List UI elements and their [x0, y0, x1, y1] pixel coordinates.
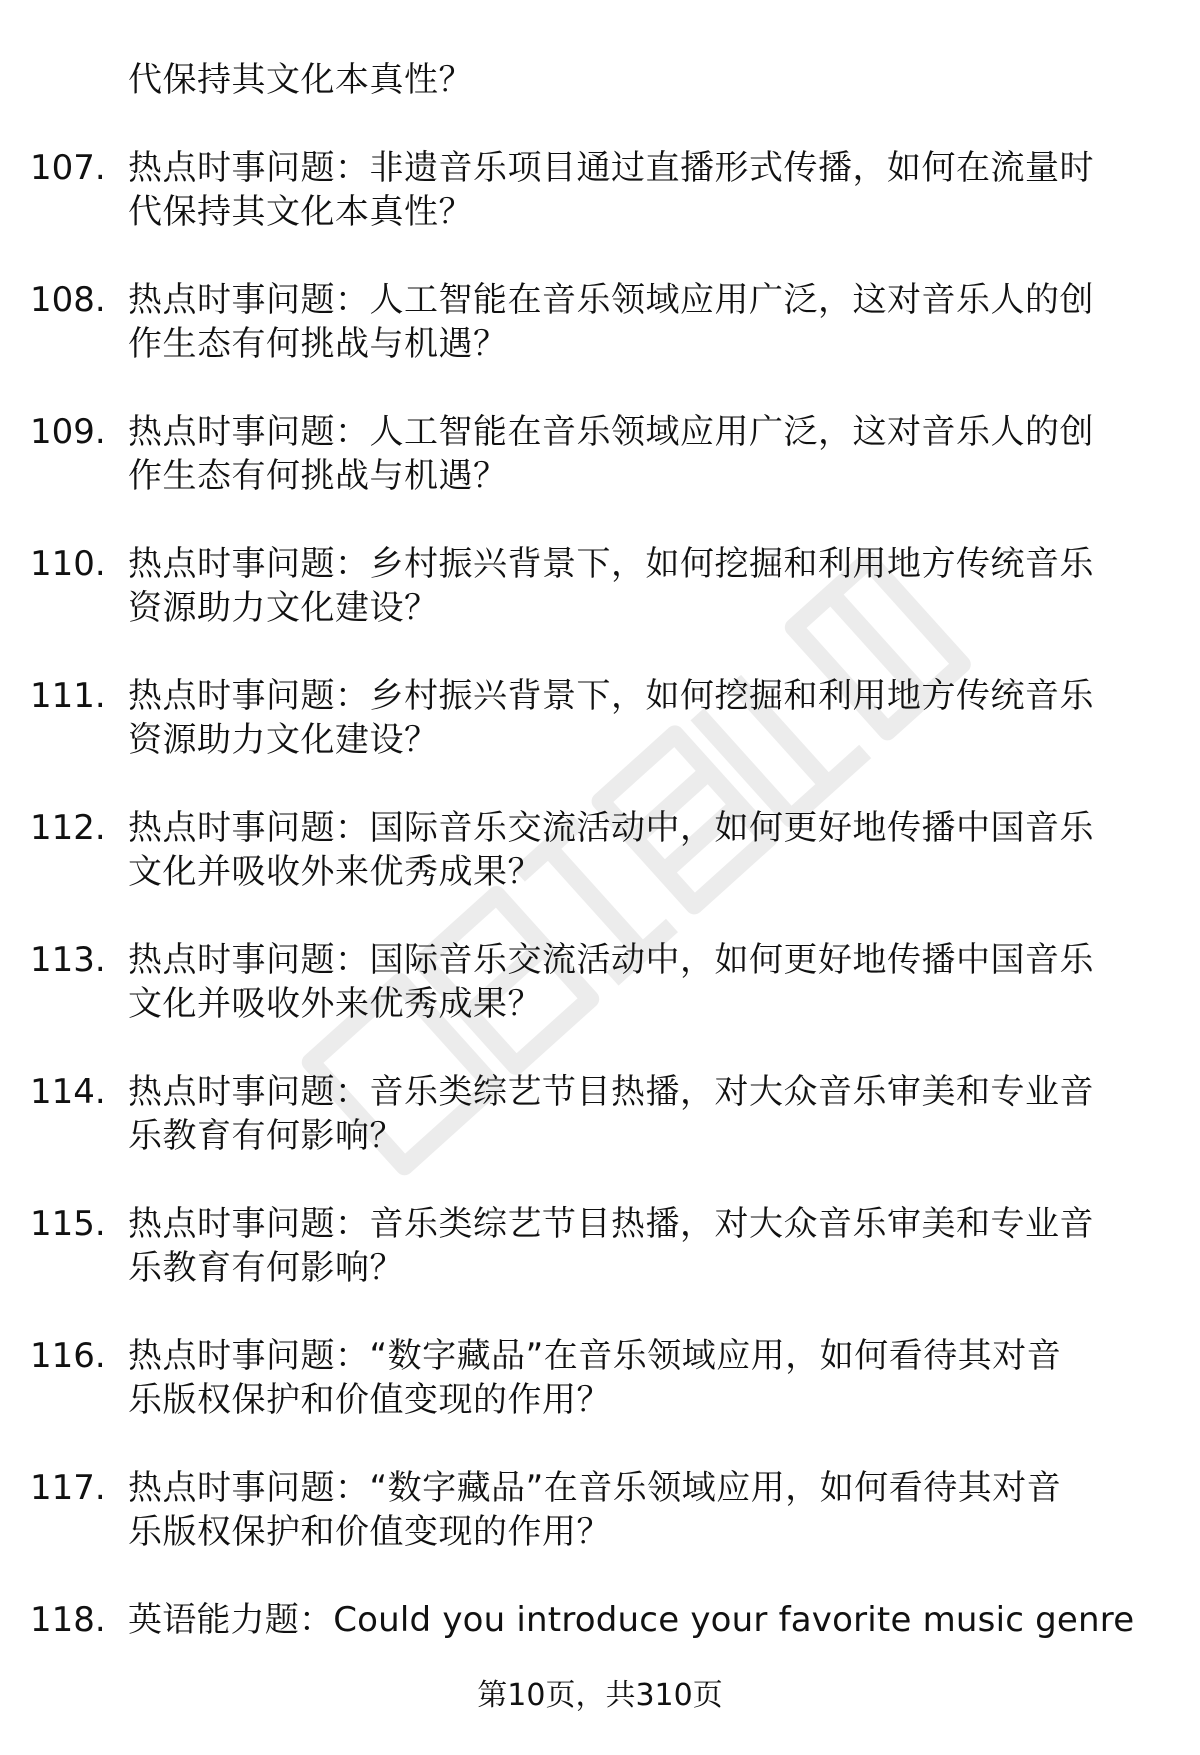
question-text [128, 278, 1148, 366]
question-text-line: 热点时事问题：人工智能在音乐领域应用广泛，这对音乐人的创 [128, 412, 1094, 452]
question-text [128, 542, 1148, 630]
question-number: 109. [30, 412, 106, 452]
question-text-line: 文化并吸收外来优秀成果？ [128, 852, 542, 892]
question-text-line: 作生态有何挑战与机遇？ [128, 324, 508, 364]
question-text-line: 代保持其文化本真性？ [128, 192, 473, 232]
question-text [128, 806, 1148, 894]
question-text-line: 热点时事问题：音乐类综艺节目热播，对大众音乐审美和专业音 [128, 1072, 1094, 1112]
question-item [0, 674, 1200, 762]
question-number: 110. [30, 544, 106, 584]
question-text-line: 热点时事问题：乡村振兴背景下，如何挖掘和利用地方传统音乐 [128, 676, 1094, 716]
question-item [0, 1334, 1200, 1422]
question-number: 117. [30, 1468, 106, 1508]
question-text [128, 1334, 1148, 1422]
question-text [128, 1202, 1148, 1290]
question-text-line: 热点时事问题：非遗音乐项目通过直播形式传播，如何在流量时 [128, 148, 1094, 188]
question-item [0, 1070, 1200, 1158]
question-text-line: 乐版权保护和价值变现的作用？ [128, 1380, 611, 1420]
question-text [128, 410, 1148, 498]
question-number: 112. [30, 808, 106, 848]
question-item [0, 278, 1200, 366]
question-number: 118. [30, 1600, 106, 1640]
question-item [0, 1466, 1200, 1554]
question-text-line: 资源助力文化建设？ [128, 720, 439, 760]
question-text-line: 热点时事问题：人工智能在音乐领域应用广泛，这对音乐人的创 [128, 280, 1094, 320]
question-text [128, 1598, 1148, 1642]
question-number: 113. [30, 940, 106, 980]
question-number: 115. [30, 1204, 106, 1244]
page-number-footer: 第10页，共310页 [477, 1678, 723, 1713]
question-text-line: 乐教育有何影响？ [128, 1116, 404, 1156]
question-text-line: 资源助力文化建设？ [128, 588, 439, 628]
question-text [128, 938, 1148, 1026]
question-number: 111. [30, 676, 106, 716]
question-number: 108. [30, 280, 106, 320]
question-text [128, 1466, 1148, 1554]
question-text [128, 674, 1148, 762]
question-text-line: 热点时事问题：“数字藏品”在音乐领域应用，如何看待其对音 [128, 1468, 1062, 1508]
question-text-line: 英语能力题：Could you introduce your favorite music genre [128, 1600, 1135, 1640]
question-number: 114. [30, 1072, 106, 1112]
question-text-line: 热点时事问题：国际音乐交流活动中，如何更好地传播中国音乐 [128, 940, 1094, 980]
question-item [0, 806, 1200, 894]
question-item [0, 146, 1200, 234]
question-text [128, 146, 1148, 234]
question-item [0, 1598, 1200, 1686]
question-number: 116. [30, 1336, 106, 1376]
question-text-line: 文化并吸收外来优秀成果？ [128, 984, 542, 1024]
question-number: 107. [30, 148, 106, 188]
question-text [128, 1070, 1148, 1158]
question-item [0, 542, 1200, 630]
question-text-line: 热点时事问题：乡村振兴背景下，如何挖掘和利用地方传统音乐 [128, 544, 1094, 584]
question-item [0, 410, 1200, 498]
question-text-line: 热点时事问题：“数字藏品”在音乐领域应用，如何看待其对音 [128, 1336, 1062, 1376]
question-item [0, 938, 1200, 1026]
question-text-line: 热点时事问题：国际音乐交流活动中，如何更好地传播中国音乐 [128, 808, 1094, 848]
question-text-line: 热点时事问题：音乐类综艺节目热播，对大众音乐审美和专业音 [128, 1204, 1094, 1244]
question-list [0, 146, 1200, 1730]
question-text-line: 乐版权保护和价值变现的作用？ [128, 1512, 611, 1552]
question-text-line: 作生态有何挑战与机遇？ [128, 456, 508, 496]
question-text-line: 乐教育有何影响？ [128, 1248, 404, 1288]
question-item [0, 1202, 1200, 1290]
continuation-text: 代保持其文化本真性？ [128, 60, 473, 100]
